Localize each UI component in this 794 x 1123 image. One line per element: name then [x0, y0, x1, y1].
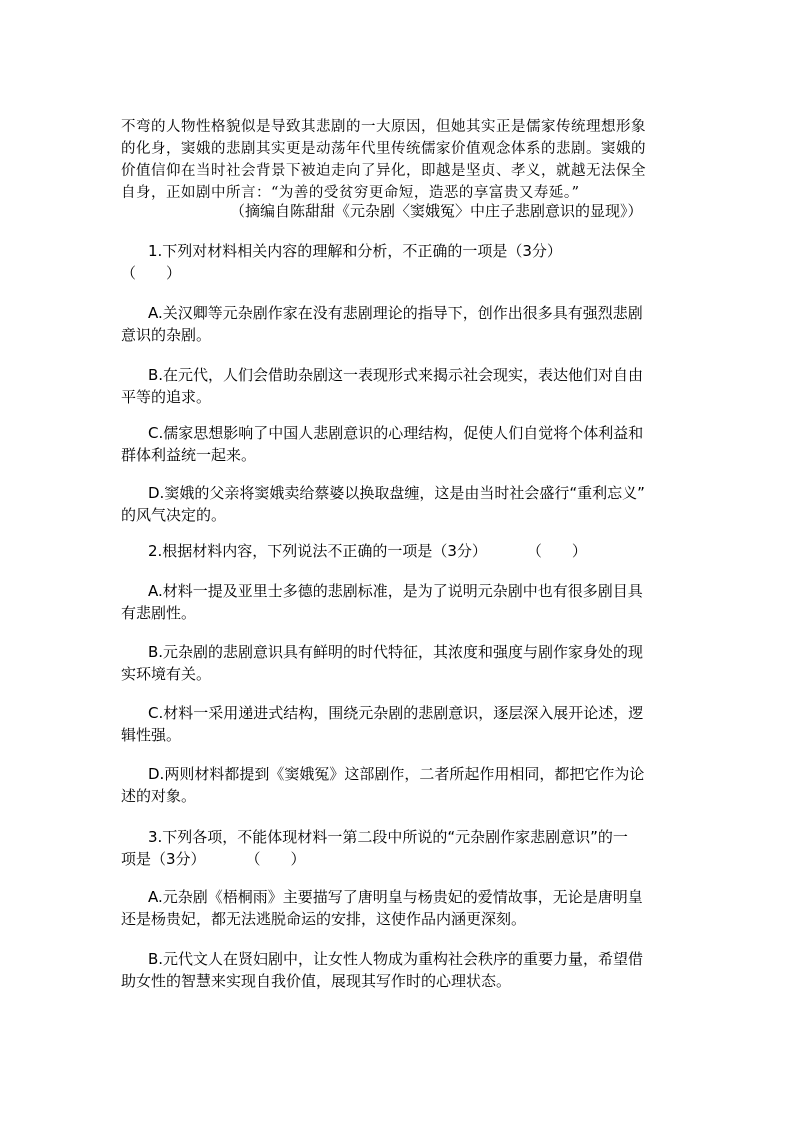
option-line: 平等的追求。	[121, 388, 212, 406]
option-line: D.窦娥的父亲将窦娥卖给蔡婆以换取盘缠，这是由当时社会盛行“重利忘义”	[148, 484, 645, 502]
option-line: A.元杂剧《梧桐雨》主要描写了唐明皇与杨贵妃的爱情故事，无论是唐明皇	[148, 888, 643, 906]
option-line: D.两则材料都提到《窦娥冤》这部剧作，二者所起作用相同，都把它作为论	[148, 765, 645, 783]
question-2-option-b	[121, 641, 679, 685]
question-stem: 3.下列各项，不能体现材料一第二段中所说的“元杂剧作家悲剧意识”的一	[148, 828, 628, 846]
question-1-option-a	[121, 302, 679, 346]
option-line: 群体利益统一起来。	[121, 446, 257, 464]
answer-blank: （ ）	[121, 264, 182, 282]
answer-blank: （ ）	[245, 850, 306, 868]
option-line: C.材料一采用递进式结构，围绕元杂剧的悲剧意识，逐层深入展开论述，逻	[148, 704, 644, 722]
option-line: A.材料一提及亚里士多德的悲剧标准，是为了说明元杂剧中也有很多剧目具	[148, 582, 643, 600]
question-3-option-b	[121, 948, 679, 992]
question-2-option-a	[121, 580, 679, 624]
passage-line: 不弯的人物性格貌似是导致其悲剧的一大原因，但她其实正是儒家传统理想形象	[121, 119, 646, 135]
answer-blank: （ ）	[526, 542, 587, 560]
question-1-stem	[121, 240, 679, 284]
passage-line: 价值信仰在当时社会背景下被迫走向了异化，即越是坚贞、孝义，就越无法保全	[121, 163, 646, 179]
option-line: 意识的杂剧。	[121, 326, 212, 344]
option-line: 实环境有关。	[121, 665, 212, 683]
question-3-stem	[121, 826, 679, 870]
option-line: 助女性的智慧来实现自我价值，展现其写作时的心理状态。	[121, 972, 512, 990]
option-line: 还是杨贵妃，都无法逃脱命运的安排，这使作品内涵更深刻。	[121, 910, 527, 928]
option-line: 辑性强。	[121, 726, 182, 744]
option-line: A.关汉卿等元杂剧作家在没有悲剧理论的指导下，创作出很多具有强烈悲剧	[148, 304, 643, 322]
option-line: 的风气决定的。	[121, 506, 227, 524]
option-line: B.在元代，人们会借助杂剧这一表现形式来揭示社会现实，表达他们对自由	[148, 366, 644, 384]
question-2-option-d	[121, 763, 679, 807]
question-1-option-d	[121, 482, 679, 526]
question-stem: 项是（3分） （ ）	[121, 850, 306, 868]
option-line: B.元杂剧的悲剧意识具有鲜明的时代特征，其浓度和强度与剧作家身处的现	[148, 643, 644, 661]
material-passage	[121, 116, 676, 204]
question-3-option-a	[121, 886, 679, 930]
passage-line: 自身，正如剧中所言：“为善的受贫穷更命短，造恶的享富贵又寿延。”	[121, 185, 580, 201]
source-citation: （摘编自陈甜甜《元杂剧〈窦娥冤〉中庄子悲剧意识的显现》）	[230, 202, 643, 220]
question-2-stem	[121, 540, 679, 562]
option-line: C.儒家思想影响了中国人悲剧意识的心理结构，促使人们自觉将个体利益和	[148, 424, 644, 442]
question-stem: 1.下列对材料相关内容的理解和分析，不正确的一项是（3分）	[148, 242, 562, 260]
option-line: B.元代文人在贤妇剧中，让女性人物成为重构社会秩序的重要力量，希望借	[148, 950, 644, 968]
option-line: 述的对象。	[121, 787, 197, 805]
passage-line: 的化身，窦娥的悲剧其实更是动荡年代里传统儒家价值观念体系的悲剧。窦娥的	[121, 141, 646, 157]
question-stem: 2.根据材料内容，下列说法不正确的一项是（3分） （ ）	[148, 542, 587, 560]
question-1-option-c	[121, 422, 679, 466]
option-line: 有悲剧性。	[121, 604, 197, 622]
question-2-option-c	[121, 702, 679, 746]
question-1-option-b	[121, 364, 679, 408]
